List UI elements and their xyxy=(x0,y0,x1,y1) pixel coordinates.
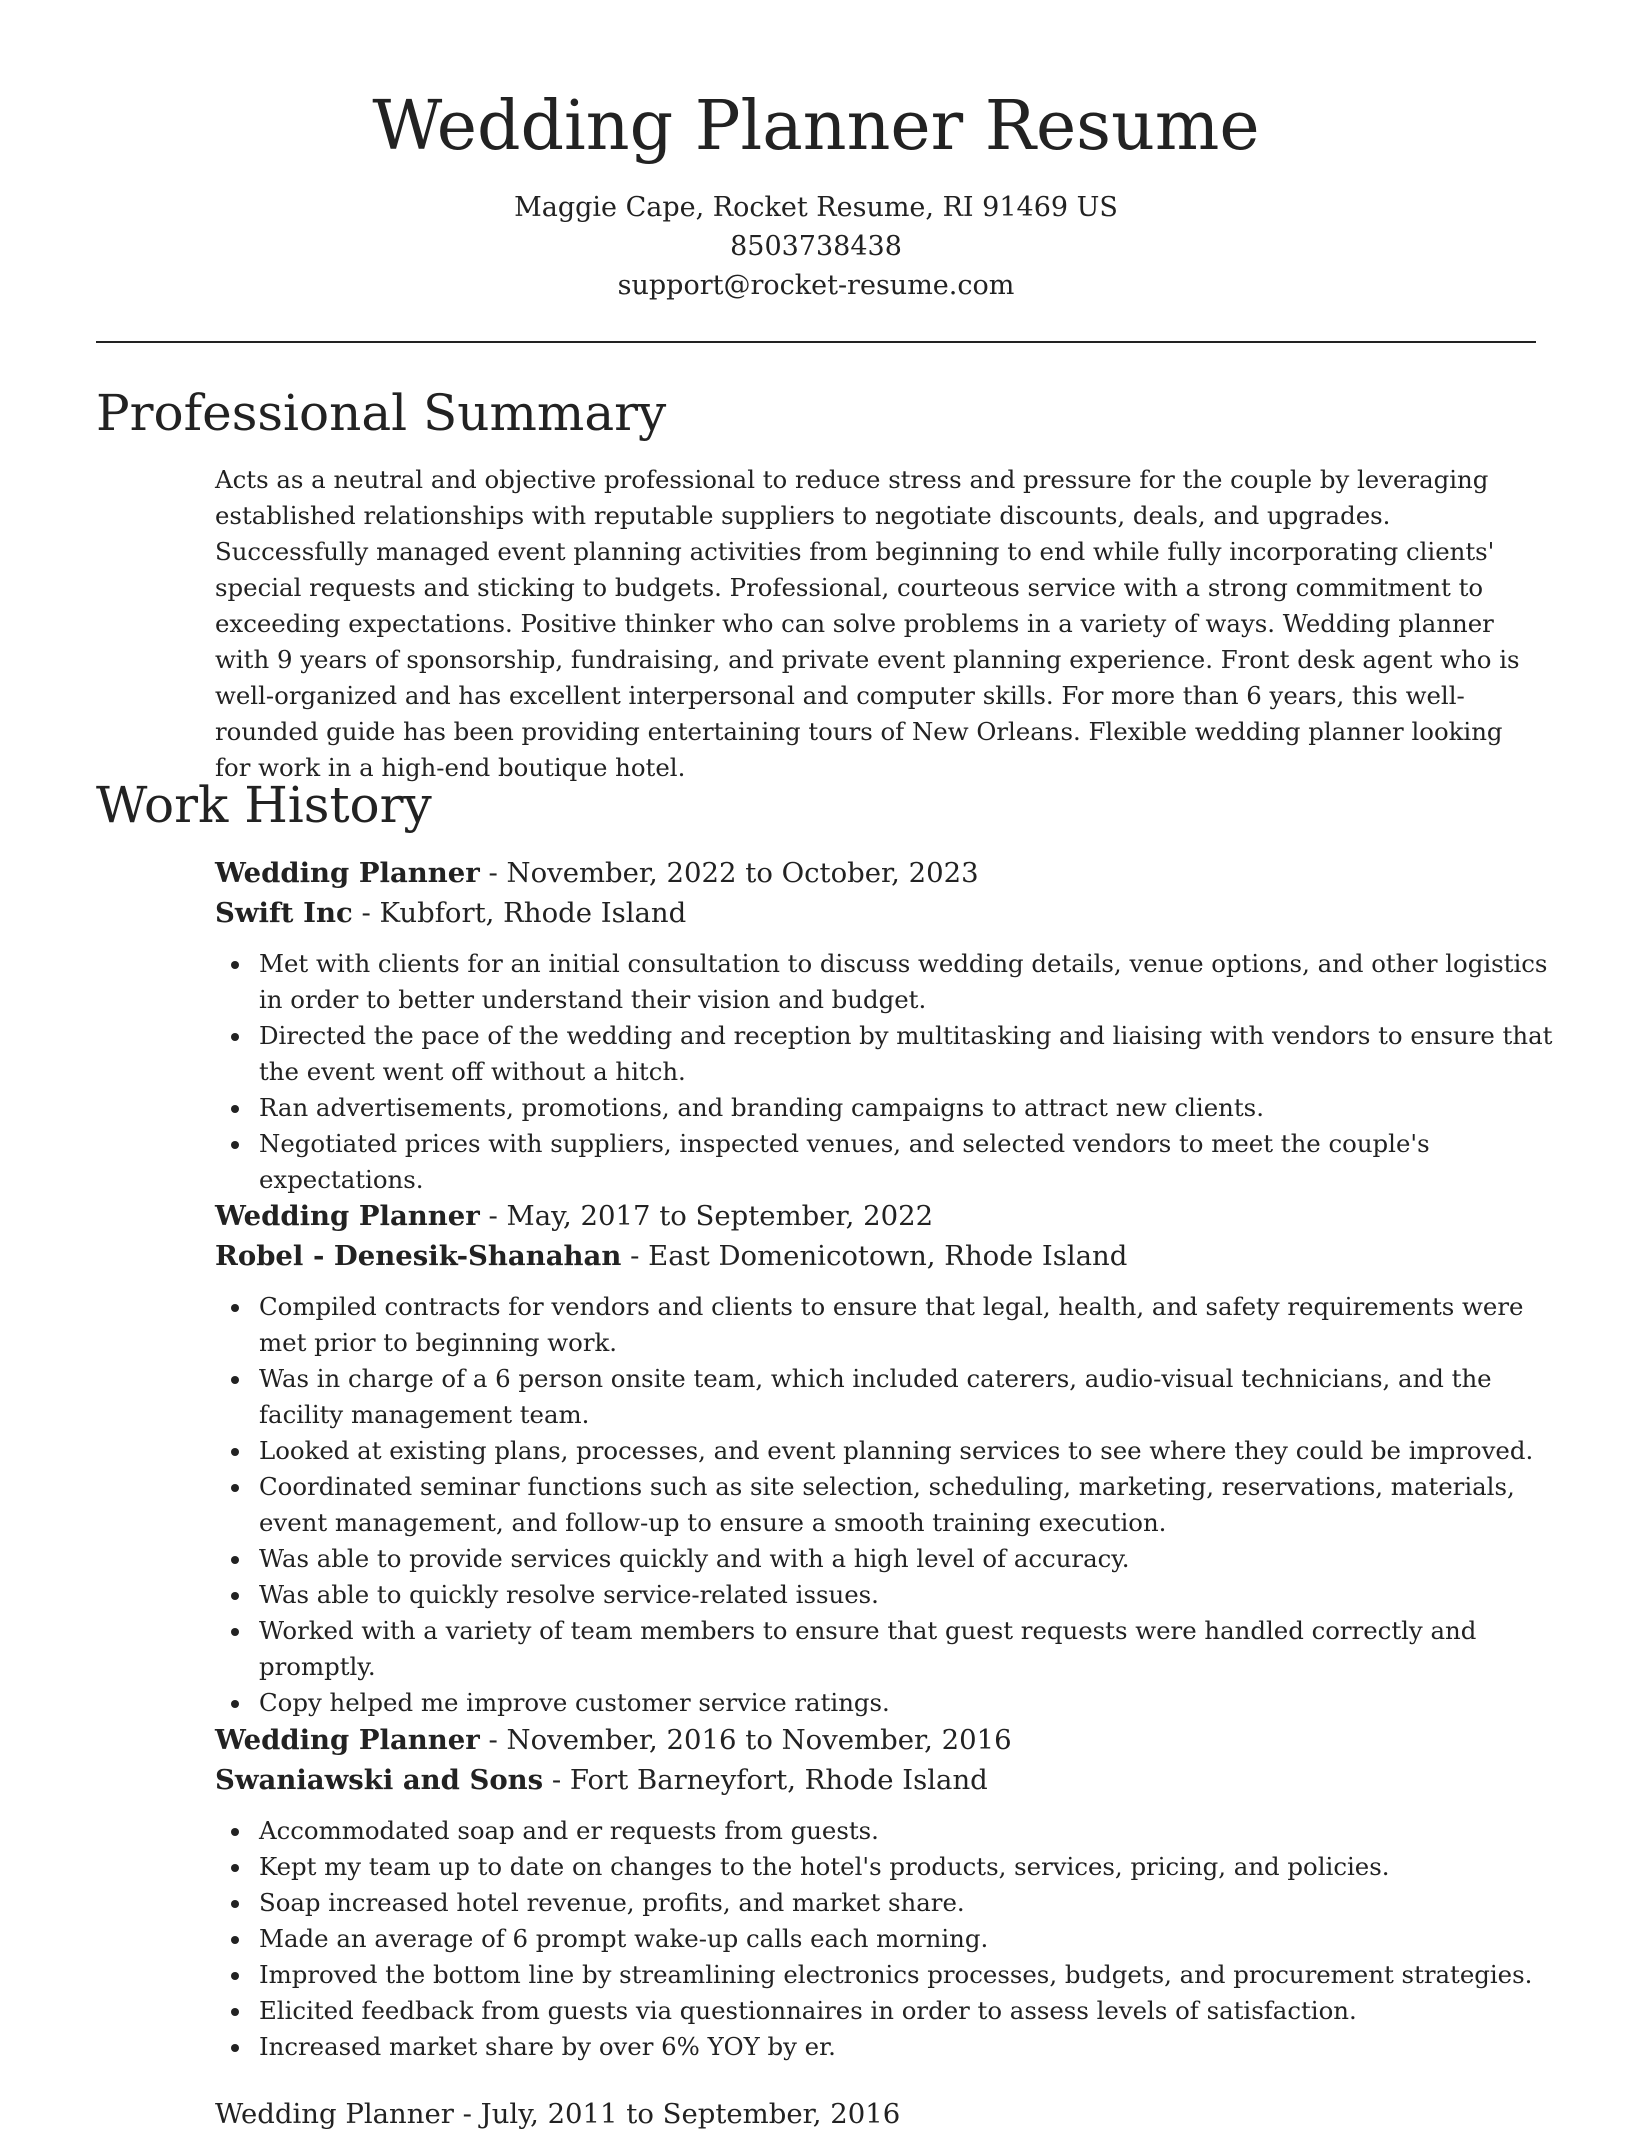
job-bullet: Accommodated soap and er requests from guests. xyxy=(259,1813,1555,1849)
job-bullet: Was in charge of a 6 person onsite team, which included caterers, audio-visual technicians, and the facility management team. xyxy=(259,1361,1555,1433)
job-title: Wedding Planner xyxy=(215,857,480,889)
job-company-line: Swaniawski and Sons - Fort Barneyfort, Rhode Island xyxy=(215,1764,988,1796)
job-location: Fort Barneyfort, Rhode Island xyxy=(569,1764,988,1796)
job-bullets xyxy=(215,1813,1555,2065)
job-bullet: Kept my team up to date on changes to the hotel's products, services, pricing, and policies. xyxy=(259,1849,1555,1885)
job-company: Swaniawski and Sons xyxy=(215,1764,544,1796)
job-title: Wedding Planner xyxy=(215,1724,480,1756)
job-bullet: Ran advertisements, promotions, and branding campaigns to attract new clients. xyxy=(259,1090,1555,1126)
job-title-line: Wedding Planner - November, 2022 to October, 2023 xyxy=(215,857,979,889)
job-location: Kubfort, Rhode Island xyxy=(379,897,687,929)
job-bullet: Looked at existing plans, processes, and event planning services to see where they could be improved. xyxy=(259,1433,1555,1469)
partial-next-job-line: Wedding Planner - July, 2011 to September, 2016 xyxy=(215,2098,901,2130)
job-bullet: Was able to quickly resolve service-related issues. xyxy=(259,1577,1555,1613)
job-bullet: Worked with a variety of team members to ensure that guest requests were handled correctly and promptly. xyxy=(259,1613,1555,1685)
job-dates: November, 2022 to October, 2023 xyxy=(506,857,979,889)
summary-heading: Professional Summary xyxy=(96,384,667,442)
work-history-heading: Work History xyxy=(96,776,432,834)
job-bullet: Directed the pace of the wedding and reception by multitasking and liaising with vendors to ensure that the event went off without a hitch. xyxy=(259,1018,1555,1090)
resume-header xyxy=(0,0,1632,305)
resume-title: Wedding Planner Resume xyxy=(372,87,1260,166)
job-title: Wedding Planner xyxy=(215,1200,480,1232)
job-bullet: Copy helped me improve customer service ratings. xyxy=(259,1685,1555,1721)
contact-phone: 8503738438 xyxy=(730,231,902,262)
job-bullet: Compiled contracts for vendors and clients to ensure that legal, health, and safety requirements were met prior to beginning work. xyxy=(259,1289,1555,1361)
job-title-line: Wedding Planner - May, 2017 to September, 2022 xyxy=(215,1200,934,1232)
job-company: Robel - Denesik-Shanahan xyxy=(215,1240,622,1272)
job-bullet: Increased market share by over 6% YOY by er. xyxy=(259,2029,1555,2065)
summary-text: Acts as a neutral and objective professional to reduce stress and pressure for the couple by leveraging established relationships with reputable suppliers to negotiate discounts, deals, and upgrades. Successfully managed event planning activities from beginning to end while fully incorporating clients' special requests and sticking to budgets. Professional, courteous service with a strong commitment to exceeding expectations. Positive thinker who can solve problems in a variety of ways. Wedding planner with 9 years of sponsorship, fundraising, and private event planning experience. Front desk agent who is well-organized and has excellent interpersonal and computer skills. For more than 6 years, this well-rounded guide has been providing entertaining tours of New Orleans. Flexible wedding planner looking for work in a high-end boutique hotel. xyxy=(215,465,1520,782)
job-bullet: Made an average of 6 prompt wake-up calls each morning. xyxy=(259,1921,1555,1957)
job-dates: November, 2016 to November, 2016 xyxy=(506,1724,1012,1756)
header-divider xyxy=(96,341,1536,343)
contact-address: Maggie Cape, Rocket Resume, RI 91469 US xyxy=(514,192,1118,223)
job-entry-3 xyxy=(215,1720,1555,2065)
job-bullet: Elicited feedback from guests via questionnaires in order to assess levels of satisfaction. xyxy=(259,1993,1555,2029)
job-bullet: Negotiated prices with suppliers, inspected venues, and selected vendors to meet the couple's expectations. xyxy=(259,1126,1555,1198)
job-bullet: Met with clients for an initial consultation to discuss wedding details, venue options, and other logistics in order to better understand their vision and budget. xyxy=(259,946,1555,1018)
job-company-line: Robel - Denesik-Shanahan - East Domenicotown, Rhode Island xyxy=(215,1240,1128,1272)
job-location: East Domenicotown, Rhode Island xyxy=(648,1240,1128,1272)
job-company-line: Swift Inc - Kubfort, Rhode Island xyxy=(215,897,687,929)
job-bullet: Improved the bottom line by streamlining electronics processes, budgets, and procurement strategies. xyxy=(259,1957,1555,1993)
job-title-line: Wedding Planner - November, 2016 to November, 2016 xyxy=(215,1724,1012,1756)
job-entry-2 xyxy=(215,1196,1555,1721)
job-bullets xyxy=(215,946,1555,1198)
contact-email: support@rocket-resume.com xyxy=(617,270,1015,301)
job-dates: May, 2017 to September, 2022 xyxy=(506,1200,934,1232)
job-bullet: Coordinated seminar functions such as site selection, scheduling, marketing, reservations, materials, event management, and follow-up to ensure a smooth training execution. xyxy=(259,1469,1555,1541)
job-company: Swift Inc xyxy=(215,897,353,929)
job-bullet: Was able to provide services quickly and with a high level of accuracy. xyxy=(259,1541,1555,1577)
job-entry-1 xyxy=(215,853,1555,1198)
job-bullets xyxy=(215,1289,1555,1721)
job-bullet: Soap increased hotel revenue, profits, and market share. xyxy=(259,1885,1555,1921)
